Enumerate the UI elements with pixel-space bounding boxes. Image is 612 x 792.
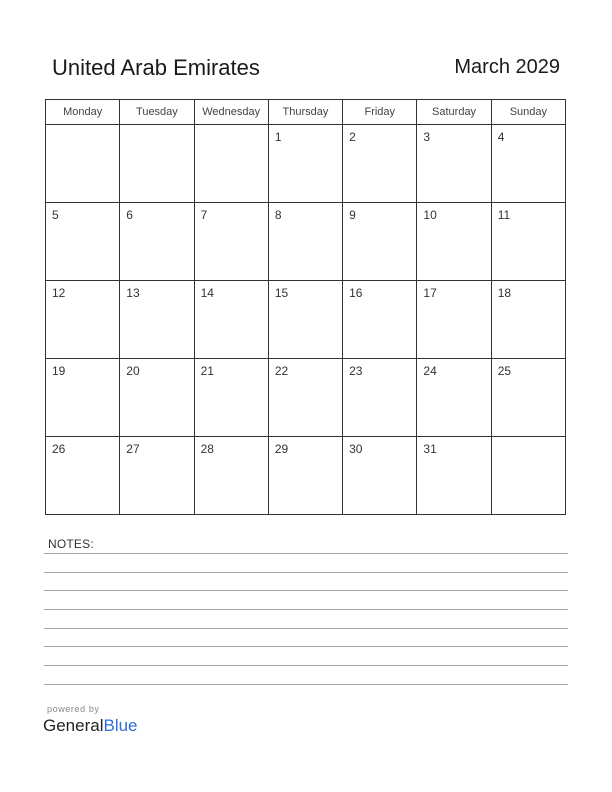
day-cell — [120, 437, 194, 515]
day-cell — [194, 125, 268, 203]
day-number: 9 — [349, 208, 356, 222]
powered-by-text: powered by — [47, 704, 100, 714]
day-number: 31 — [423, 442, 437, 456]
week-row — [46, 125, 566, 203]
day-number: 24 — [423, 364, 437, 378]
day-number: 27 — [126, 442, 140, 456]
day-cell — [343, 359, 417, 437]
day-cell — [46, 359, 120, 437]
day-cell — [417, 437, 491, 515]
day-cell — [194, 281, 268, 359]
country-title: United Arab Emirates — [52, 55, 260, 80]
day-number: 20 — [126, 364, 140, 378]
day-cell — [491, 437, 565, 515]
day-number: 13 — [126, 286, 140, 300]
day-cell — [46, 437, 120, 515]
day-number: 30 — [349, 442, 363, 456]
generalblue-logo — [43, 716, 138, 736]
notes-line — [44, 553, 568, 554]
day-number: 7 — [200, 208, 208, 222]
day-cell — [417, 281, 491, 359]
day-cell — [268, 281, 342, 359]
day-cell — [417, 203, 491, 281]
day-number: 25 — [497, 364, 512, 378]
day-number: 1 — [274, 130, 282, 144]
day-number: 10 — [423, 208, 437, 222]
day-cell — [491, 359, 565, 437]
day-number: 16 — [349, 286, 363, 300]
weekday-header-row — [46, 100, 566, 125]
weekday-saturday: Saturday — [417, 100, 491, 125]
notes-line — [44, 628, 568, 629]
notes-line — [44, 684, 568, 685]
day-cell — [491, 203, 565, 281]
day-cell — [194, 359, 268, 437]
day-number: 6 — [126, 208, 133, 222]
day-number: 17 — [423, 286, 437, 300]
day-cell — [491, 281, 565, 359]
day-cell — [268, 125, 342, 203]
day-number: 19 — [52, 364, 66, 378]
day-cell — [46, 125, 120, 203]
day-cell — [268, 203, 342, 281]
weekday-wednesday: Wednesday — [194, 100, 268, 125]
day-number: 12 — [52, 286, 66, 300]
day-number: 2 — [349, 130, 356, 144]
day-cell — [343, 203, 417, 281]
day-number: 22 — [274, 364, 289, 378]
day-cell — [491, 125, 565, 203]
week-row — [46, 281, 566, 359]
notes-line — [44, 646, 568, 647]
day-cell — [343, 437, 417, 515]
day-number: 21 — [200, 364, 214, 378]
day-cell — [343, 125, 417, 203]
weekday-friday: Friday — [343, 100, 417, 125]
notes-label: NOTES: — [48, 537, 94, 551]
day-cell — [268, 359, 342, 437]
calendar-grid — [45, 99, 566, 515]
day-cell — [120, 281, 194, 359]
weekday-monday: Monday — [46, 100, 120, 125]
notes-line — [44, 590, 568, 591]
day-number: 15 — [274, 286, 289, 300]
day-number: 5 — [52, 208, 59, 222]
day-cell — [268, 437, 342, 515]
day-cell — [120, 125, 194, 203]
day-cell — [194, 203, 268, 281]
day-number: 29 — [274, 442, 289, 456]
week-row — [46, 359, 566, 437]
week-row — [46, 203, 566, 281]
day-cell — [343, 281, 417, 359]
day-number: 8 — [274, 208, 282, 222]
week-row — [46, 437, 566, 515]
notes-line — [44, 609, 568, 610]
day-number: 26 — [52, 442, 66, 456]
day-cell — [46, 281, 120, 359]
month-year-title: March 2029 — [454, 56, 560, 78]
day-cell — [417, 125, 491, 203]
day-cell — [46, 203, 120, 281]
day-cell — [417, 359, 491, 437]
notes-line — [44, 572, 568, 573]
day-number: 3 — [423, 130, 431, 144]
day-number: 14 — [200, 286, 214, 300]
brand-general: General — [43, 716, 104, 735]
weekday-tuesday: Tuesday — [120, 100, 194, 125]
day-number: 28 — [200, 442, 214, 456]
weekday-thursday: Thursday — [268, 100, 342, 125]
brand-blue: Blue — [103, 716, 138, 735]
day-number: 11 — [497, 208, 511, 222]
day-cell — [120, 203, 194, 281]
day-cell — [194, 437, 268, 515]
notes-line — [44, 665, 568, 666]
day-number: 4 — [497, 130, 505, 144]
weekday-sunday: Sunday — [491, 100, 565, 125]
day-cell — [120, 359, 194, 437]
day-number: 23 — [349, 364, 363, 378]
day-number: 18 — [497, 286, 512, 300]
